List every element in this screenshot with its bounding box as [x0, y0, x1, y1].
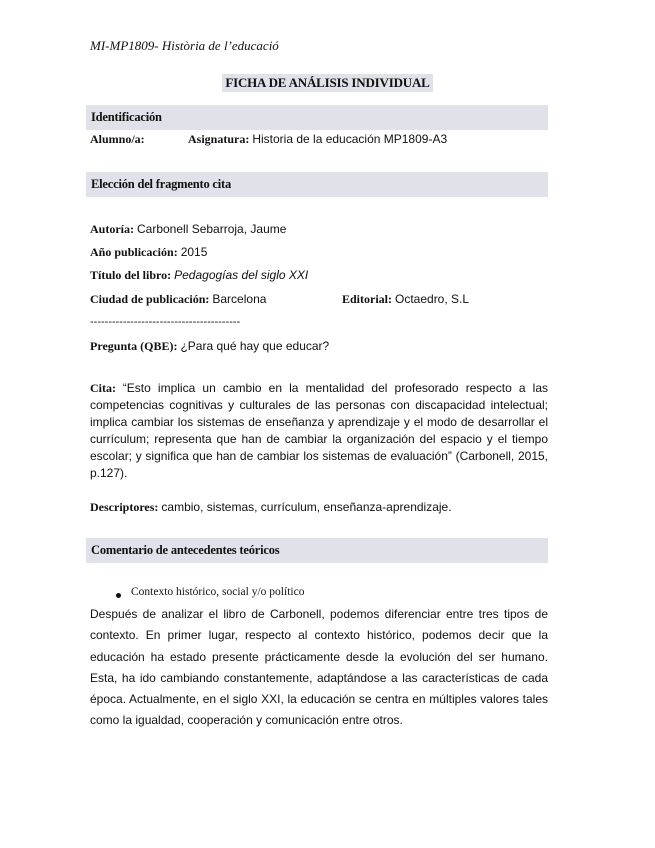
comentario-paragraph: Después de analizar el libro de Carbonell, podemos diferenciar entre tres tipos de contexto. En primer lugar, respecto al contexto histórico, podemos decir que la educación ha estado presente prácticamente desde la evolución del ser humano. Esta, ha ido cambiando constantemente, adaptándose a las características de cada época. Actualmente, en el siglo XXI, la educación se centra en múltiples valores tales como la igualdad, cooperación y comunicación entre otros.: [90, 607, 548, 728]
section-eleccion: [86, 172, 548, 197]
cita-paragraph: [90, 380, 548, 482]
section-comentario: [86, 538, 548, 563]
alumno-row: [90, 132, 145, 147]
descriptores-row: [90, 500, 452, 515]
titulo-row: [90, 268, 308, 283]
document-title: FICHA DE ANÁLISIS INDIVIDUAL: [222, 74, 432, 92]
bullet-icon: [116, 593, 121, 598]
autoria-row: [90, 222, 286, 237]
document-header: MI-MP1809- Història de l’educació: [90, 38, 279, 53]
asignatura-value: Historia de la educación MP1809-A3: [252, 132, 448, 146]
asignatura-row: [188, 132, 447, 147]
section-title: Elección del fragmento cita: [91, 177, 232, 191]
ciudad-value: Barcelona: [212, 292, 267, 306]
ciudad-label: Ciudad de publicación:: [90, 292, 210, 306]
editorial-row: [342, 292, 469, 307]
section-identificacion: [86, 105, 548, 130]
pregunta-label: Pregunta (QBE):: [90, 339, 178, 353]
cita-value: “Esto implica un cambio en la mentalidad del profesorado respecto a las competencias cognitivas y culturales de las personas con discapacidad intelectual; implica cambiar los sistemas de enseñanza y aprendizaje y el modo de desarrollar el currículum; representa que han de cambiar la organización del espacio y el tiempo escolar; y significa que han de cambiar los sistemas de evaluación” (Carbonell, 2015, p.127).: [90, 381, 549, 480]
asignatura-label: Asignatura:: [188, 132, 250, 146]
autoria-value: Carbonell Sebarroja, Jaume: [137, 222, 287, 236]
section-title: Comentario de antecedentes teóricos: [91, 543, 280, 557]
title-wrapper: [0, 74, 655, 92]
pregunta-value: ¿Para qué hay que educar?: [180, 339, 330, 353]
titulo-label: Título del libro:: [90, 268, 172, 282]
bullet-item: Contexto histórico, social y/o político: [131, 586, 305, 598]
anio-value: 2015: [180, 245, 208, 259]
anio-label: Año publicación:: [90, 245, 178, 259]
section-title: Identificación: [91, 110, 162, 124]
descriptores-label: Descriptores:: [90, 500, 159, 514]
alumno-label: Alumno/a:: [90, 132, 145, 146]
titulo-value: Pedagogías del siglo XXI: [174, 268, 309, 282]
pregunta-row: [90, 339, 329, 354]
autoria-label: Autoría:: [90, 222, 134, 236]
editorial-label: Editorial:: [342, 292, 392, 306]
editorial-value: Octaedro, S.L: [395, 292, 470, 306]
ciudad-row: [90, 292, 266, 307]
descriptores-value: cambio, sistemas, currículum, enseñanza-aprendizaje.: [161, 500, 452, 514]
separator-line: -----------------------------------------: [90, 316, 241, 328]
cita-label: Cita:: [90, 381, 116, 395]
anio-row: [90, 245, 207, 260]
